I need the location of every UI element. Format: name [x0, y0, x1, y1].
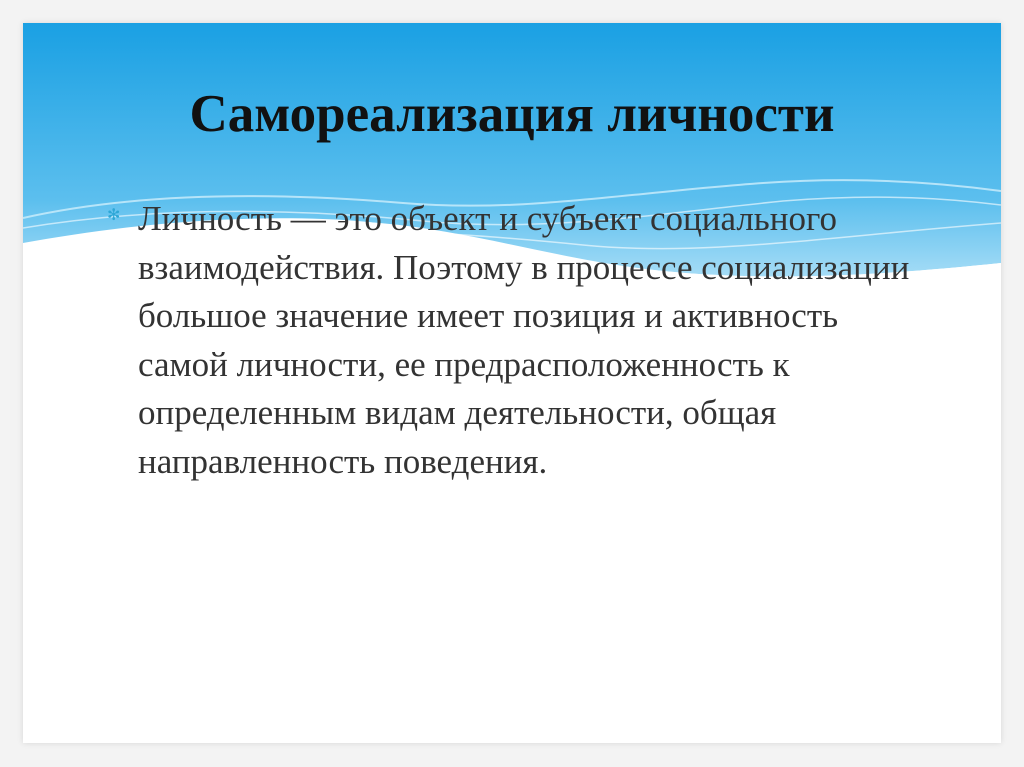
asterisk-bullet-icon: ✻	[107, 205, 121, 224]
slide	[23, 23, 1001, 743]
bullet-text: Личность — это объект и субъект социального взаимодействия. Поэтому в процессе социализации большое значение имеет позиция и активность самой личности, ее предрасположенность к определенным видам деятельности, общая направленность поведения.	[138, 199, 910, 481]
bullet-item	[107, 195, 927, 486]
slide-title: Самореализация личности	[189, 85, 835, 143]
